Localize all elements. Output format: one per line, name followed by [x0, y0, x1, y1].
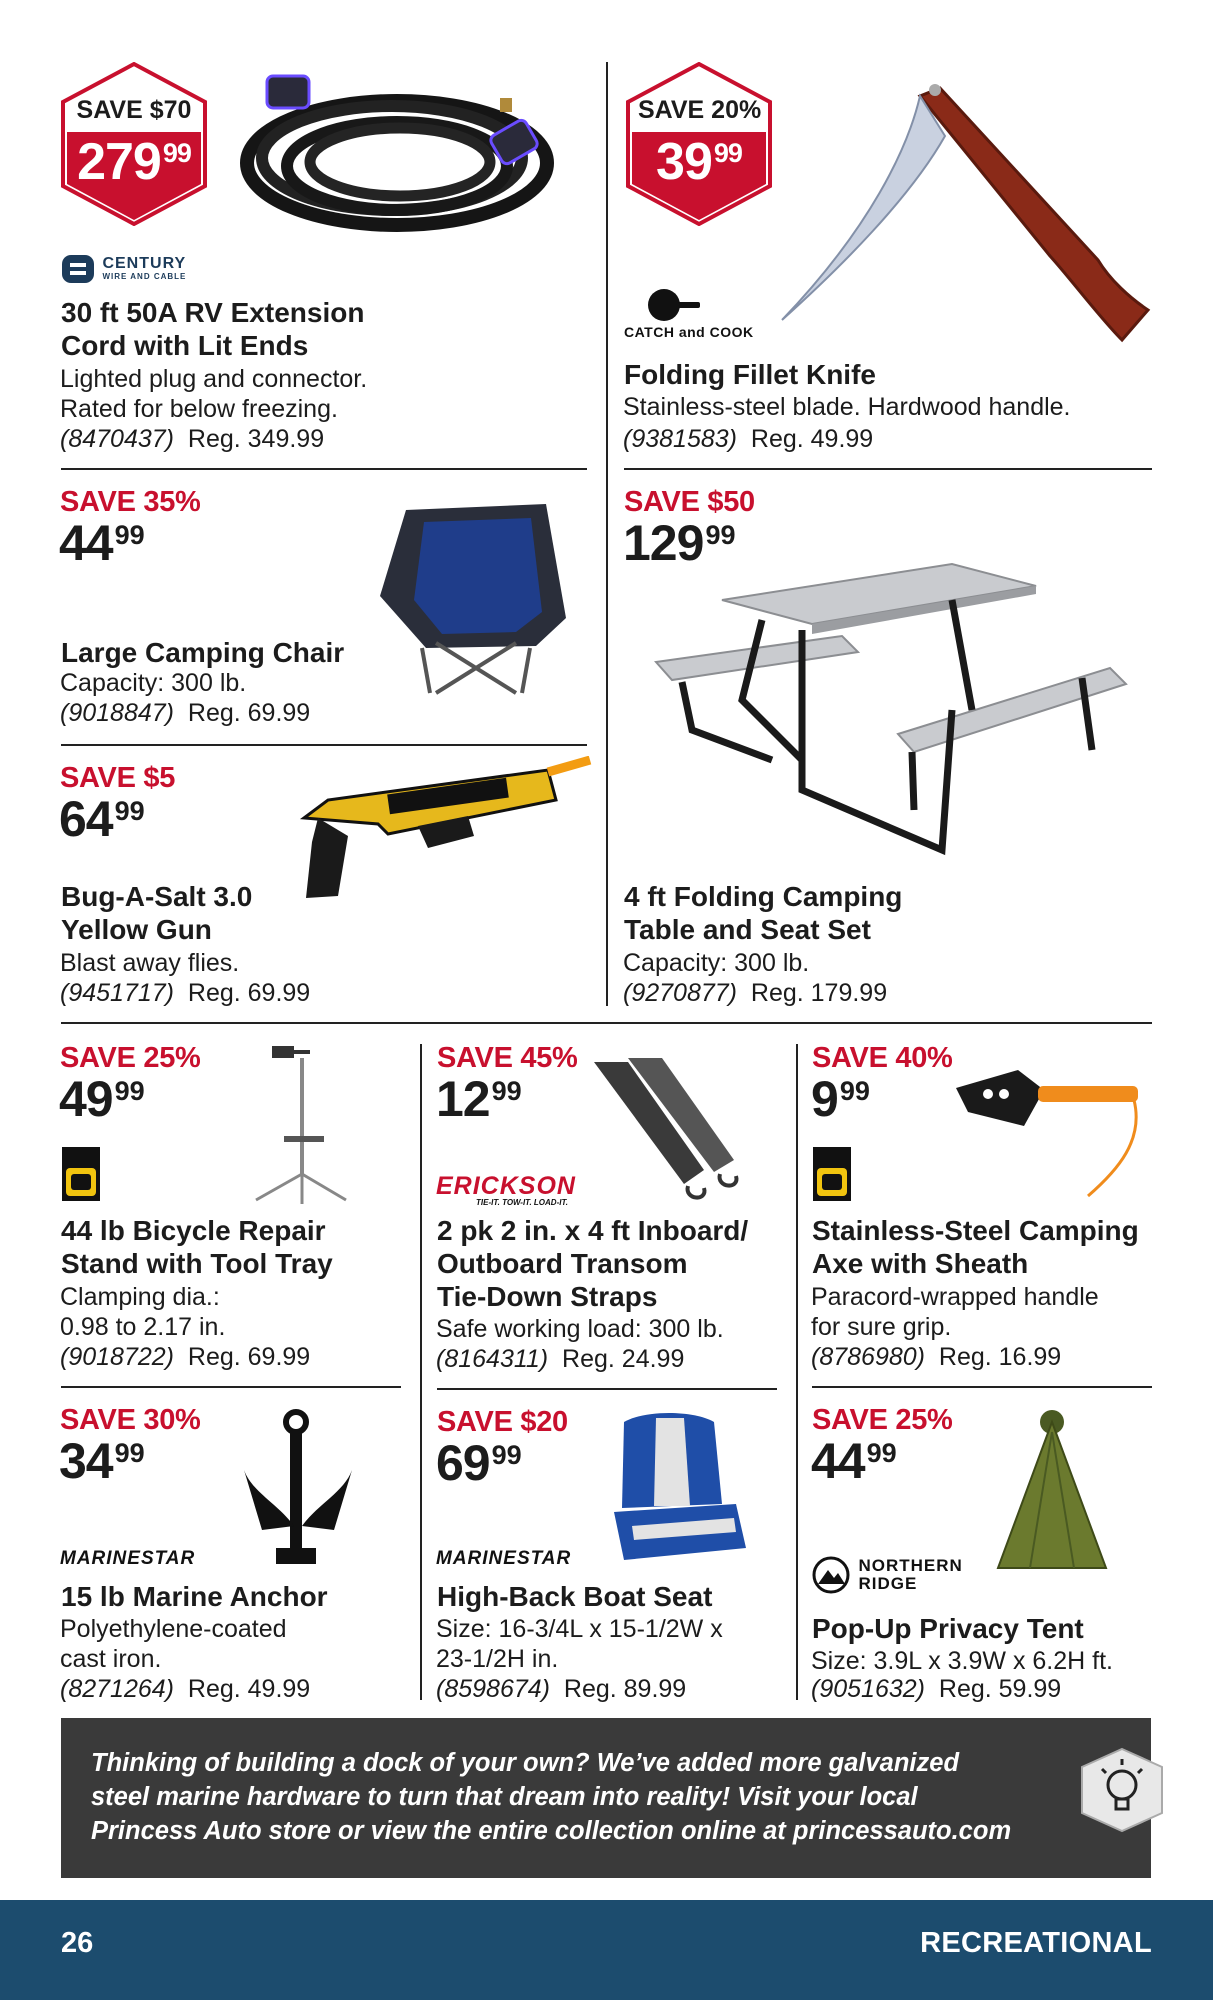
sale-price: $64^{99}$	[59, 791, 145, 847]
section-divider	[61, 468, 587, 470]
save-label: SAVE 25%	[60, 1042, 201, 1074]
product-title: Pop-Up Privacy Tent	[812, 1613, 1084, 1644]
save-label: SAVE 35%	[60, 486, 201, 518]
product-reference: (8786980) Reg. 16.99	[811, 1343, 1062, 1371]
product-description: Capacity: 300 lb.	[623, 949, 810, 977]
sale-price: $39^{99}$	[656, 133, 742, 191]
save-label: SAVE $50	[624, 486, 755, 518]
product-title: 30 ft 50A RV Extension Cord with Lit Ends	[61, 297, 365, 361]
marinestar-logo: MARINESTAR	[60, 1548, 196, 1569]
product-description: Lighted plug and connector. Rated for below freezing.	[60, 365, 368, 423]
sale-price: $49^{99}$	[59, 1071, 145, 1127]
save-label: SAVE $5	[60, 762, 176, 794]
marine-anchor-image	[242, 1408, 356, 1570]
sale-price: $129^{99}$	[623, 515, 736, 571]
section-divider	[61, 1386, 401, 1388]
marinestar-logo: MARINESTAR	[436, 1548, 572, 1569]
product-description: Blast away flies.	[60, 949, 240, 977]
product-reference: (8164311) Reg. 24.99	[436, 1345, 685, 1373]
price-badge-text	[59, 62, 209, 226]
promo-text: Thinking of building a dock of your own? We’ve added more galvanized steel marine hardware to turn that dream into reality! Visit your local Princess Auto store or view the entire collection online at princessauto.com	[91, 1749, 1012, 1845]
sale-price: $9^{99}$	[811, 1071, 870, 1127]
sale-price: $69^{99}$	[436, 1435, 522, 1491]
product-title: Folding Fillet Knife	[624, 359, 876, 390]
product-title: 44 lb Bicycle Repair Stand with Tool Tray	[61, 1215, 333, 1279]
column-divider	[796, 1044, 798, 1700]
sale-price: $44^{99}$	[811, 1433, 897, 1489]
section-divider	[812, 1386, 1152, 1388]
boat-seat-image	[604, 1408, 750, 1572]
product-reference: (9018722) Reg. 69.99	[60, 1343, 311, 1371]
privacy-tent-image	[994, 1408, 1110, 1574]
bug-a-salt-gun-image	[298, 756, 593, 906]
product-description: Size: 16-3/4L x 15-1/2W x 23-1/2H in.	[436, 1615, 723, 1673]
sale-price: $34^{99}$	[59, 1433, 145, 1489]
product-reference: (8470437) Reg. 349.99	[60, 425, 325, 453]
erickson-logo: ERICKSON TIE-IT. TOW-IT. LOAD-IT.	[436, 1172, 576, 1207]
save-label: SAVE 45%	[437, 1042, 578, 1074]
product-reference: (9381583) Reg. 49.99	[623, 425, 874, 453]
product-description: Safe working load: 300 lb.	[436, 1315, 724, 1343]
bicycle-stand-image	[250, 1044, 350, 1206]
product-description: Stainless-steel blade. Hardwood handle.	[623, 393, 1071, 421]
camping-axe-image	[948, 1050, 1150, 1202]
product-reference: (9051632) Reg. 59.99	[811, 1675, 1062, 1703]
section-divider	[61, 1022, 1152, 1024]
column-divider	[420, 1044, 422, 1700]
save-label: SAVE $70	[76, 96, 192, 124]
power-fist-logo	[812, 1146, 852, 1202]
fillet-knife-image	[770, 58, 1160, 348]
product-description: Size: 3.9L x 3.9W x 6.2H ft.	[811, 1647, 1113, 1675]
product-title: High-Back Boat Seat	[437, 1581, 713, 1612]
section-divider	[61, 744, 587, 746]
page-number: 26	[61, 1927, 94, 1959]
century-icon	[61, 254, 95, 284]
century-logo: CENTURY WIRE AND CABLE	[61, 254, 186, 284]
price-badge-text	[624, 62, 774, 226]
save-label: SAVE 25%	[812, 1404, 953, 1436]
frying-pan-icon	[646, 286, 702, 324]
save-label: SAVE 30%	[60, 1404, 201, 1436]
save-label: SAVE 20%	[638, 96, 762, 124]
lightbulb-icon	[1078, 1745, 1166, 1835]
save-label: SAVE $20	[437, 1406, 568, 1438]
folding-table-image	[652, 560, 1132, 860]
catch-and-cook-logo: CATCH and COOK	[624, 286, 754, 340]
product-reference: (9451717) Reg. 69.99	[60, 979, 311, 1007]
product-title: Bug-A-Salt 3.0 Yellow Gun	[61, 881, 253, 945]
product-title: Large Camping Chair	[61, 637, 345, 668]
power-fist-logo	[61, 1146, 101, 1202]
product-title: 4 ft Folding Camping Table and Seat Set	[624, 881, 903, 945]
product-description: Paracord-wrapped handle for sure grip.	[811, 1283, 1099, 1341]
promo-banner	[61, 1718, 1151, 1878]
footer-bar	[0, 1900, 1213, 2000]
rv-extension-cord-image	[232, 58, 562, 233]
product-description: Clamping dia.: 0.98 to 2.17 in.	[60, 1283, 226, 1341]
product-description: Capacity: 300 lb.	[60, 669, 247, 697]
product-description: Polyethylene-coated cast iron.	[60, 1615, 287, 1673]
section-title: RECREATIONAL	[920, 1927, 1152, 1959]
save-label: SAVE 40%	[812, 1042, 953, 1074]
sale-price: $44^{99}$	[59, 515, 145, 571]
mountain-icon	[812, 1556, 850, 1594]
product-title: 2 pk 2 in. x 4 ft Inboard/ Outboard Transom Tie-Down Straps	[437, 1215, 749, 1312]
section-divider	[437, 1388, 777, 1390]
product-reference: (9018847) Reg. 69.99	[60, 699, 311, 727]
sale-price: $12^{99}$	[436, 1071, 522, 1127]
product-title: Stainless-Steel Camping Axe with Sheath	[812, 1215, 1139, 1279]
product-reference: (9270877) Reg. 179.99	[623, 979, 888, 1007]
camping-chair-image	[366, 488, 588, 698]
column-divider	[606, 62, 608, 1006]
sale-price: $279^{99}$	[77, 133, 191, 191]
northern-ridge-logo: NORTHERN RIDGE	[812, 1556, 963, 1594]
tie-down-straps-image	[584, 1052, 754, 1202]
section-divider	[624, 468, 1152, 470]
product-title: 15 lb Marine Anchor	[61, 1581, 328, 1612]
product-reference: (8271264) Reg. 49.99	[60, 1675, 311, 1703]
product-reference: (8598674) Reg. 89.99	[436, 1675, 687, 1703]
